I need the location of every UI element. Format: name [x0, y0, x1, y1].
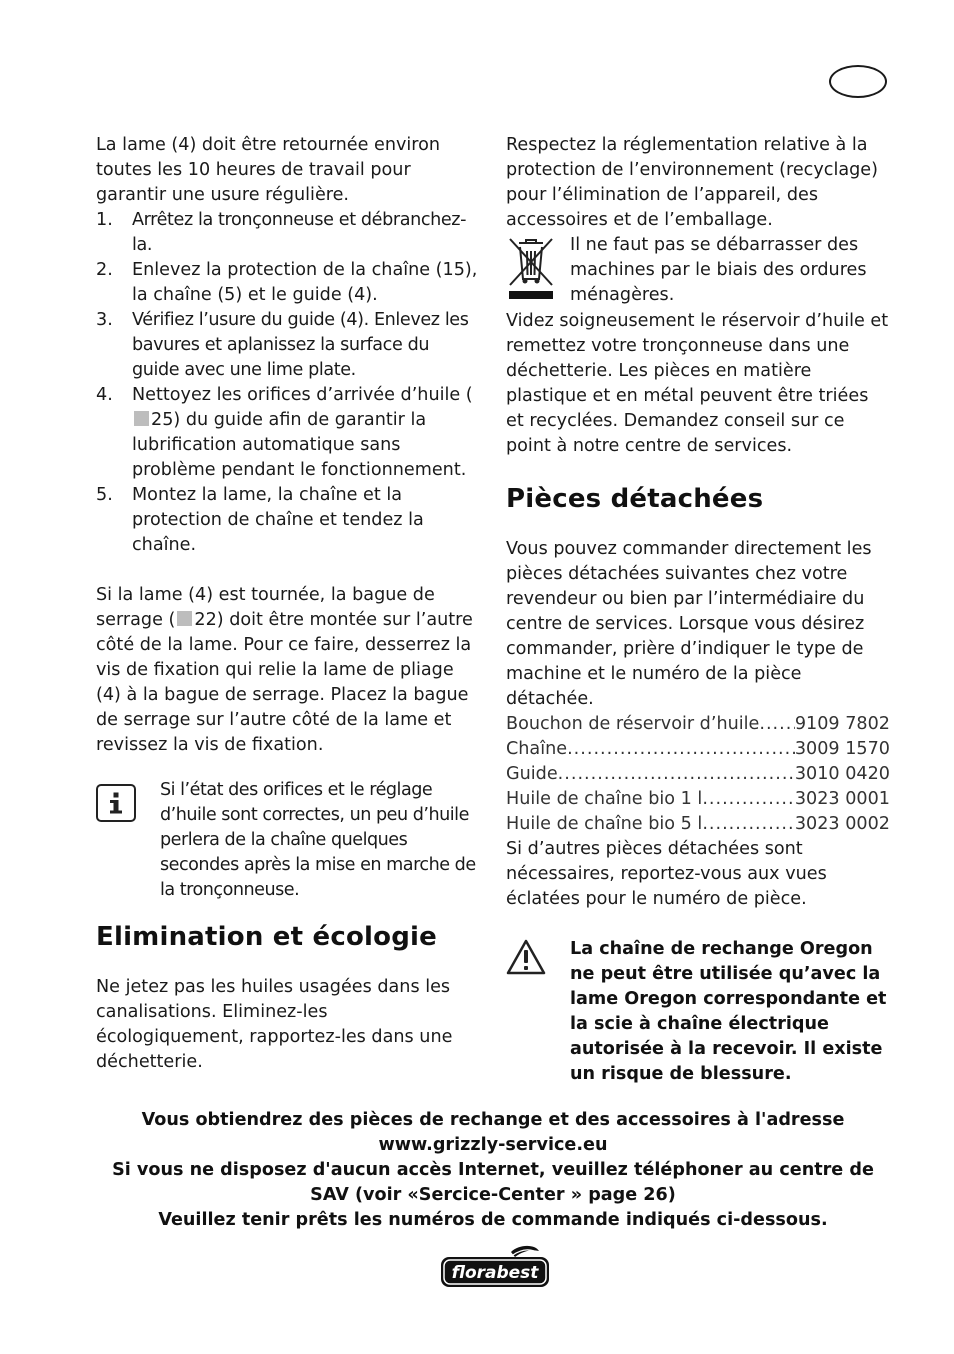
step-text: Arrêtez la tronçonneuse et débranchez-la. — [132, 210, 467, 255]
warning-text: La chaîne de rechange Oregon ne peut être utilisée qu’avec la lame Oregon correspondante et la scie à chaîne électrique autorisée à la recevoir. Il existe un risque de blessure. — [570, 939, 887, 1084]
step-number: 5. — [96, 485, 113, 505]
paragraph-part: Si la lame (4) est tournée, la bague de serrage ( — [96, 585, 435, 630]
step-text — [132, 383, 480, 483]
info-note-text: Si l’état des orifices et le réglage d’huile sont correctes, un peu d’huile perlera de la chaîne quelques secondes après la mise en marche de la tronçonneuse. — [160, 780, 476, 900]
logo-text: florabest — [451, 1263, 539, 1283]
part-name: Huile de chaîne bio 5 l — [506, 814, 703, 834]
part-number: 9109 7802 — [794, 714, 890, 734]
left-column — [96, 133, 480, 1075]
list-item — [96, 208, 480, 258]
right-column — [506, 133, 890, 1087]
list-item — [506, 737, 890, 762]
crossed-bin-icon — [506, 233, 570, 309]
list-item — [96, 383, 480, 483]
part-number: 3009 1570 — [794, 739, 890, 759]
list-item — [506, 787, 890, 812]
step-number: 2. — [96, 260, 113, 280]
figure-reference-icon — [177, 611, 192, 626]
parts-intro: Vous pouvez commander directement les pièces détachées suivantes chez votre revendeur ou bien par l’intermédiaire du centre de services. Lorsque vous désirez commander, prière d’indiquer le type de machine et le numéro de la pièce détachée. — [506, 539, 872, 709]
part-name: Huile de chaîne bio 1 l — [506, 789, 703, 809]
list-item — [96, 483, 480, 558]
turning-steps — [96, 208, 480, 558]
warning-note — [506, 937, 890, 1087]
step-number: 1. — [96, 210, 113, 230]
step-text: Enlevez la protection de la chaîne (15), la chaîne (5) et le guide (4). — [132, 260, 478, 305]
florabest-logo — [439, 1245, 551, 1289]
parts-other-text: Si d’autres pièces détachées sont nécessaires, reportez-vous aux vues éclatées pour le numéro de pièce. — [506, 839, 827, 909]
part-number: 3023 0002 — [794, 814, 890, 834]
service-footer — [96, 1108, 890, 1233]
part-name: Guide — [506, 764, 558, 784]
part-number: 3023 0001 — [794, 789, 890, 809]
part-name: Bouchon de réservoir d’huile — [506, 714, 760, 734]
step-text-part: Nettoyez les orifices d’arrivée d’huile ( — [132, 385, 473, 405]
parts-list — [506, 712, 890, 837]
regulation-text: Respectez la réglementation relative à la protection de l’environnement (recyclage) pour l’élimination de l’appareil, des accessoires et de l’emballage. — [506, 135, 878, 230]
turned-blade-paragraph — [96, 583, 480, 758]
elimination-text: Ne jetez pas les huiles usagées dans les canalisations. Eliminez-les écologiquement, rapportez-les dans une déchetterie. — [96, 977, 453, 1072]
empty-tank-text: Videz soigneusement le réservoir d’huile et remettez votre tronçonneuse dans une déchetterie. Les pièces en matière plastique et en métal peuvent être triées et recyclées. Demandez conseil sur ce point à notre centre de services. — [506, 311, 889, 456]
weee-note-text: Il ne faut pas se débarrasser des machines par le biais des ordures ménagères. — [570, 235, 867, 305]
list-item — [506, 762, 890, 787]
paragraph-part: 22) doit être montée sur l’autre côté de la lame. Pour ce faire, desserrez la vis de fixation qui relie la lame de pliage (4) à la bague de serrage. Placez la bague de serrage sur l’autre côté de la lame et revissez la vis de fixation. — [96, 610, 473, 755]
step-text-part: 25) du guide afin de garantir la lubrification automatique sans problème pendant le fonctionnement. — [132, 410, 467, 480]
elimination-heading: Elimination et écologie — [96, 922, 437, 952]
turning-intro: La lame (4) doit être retournée environ toutes les 10 heures de travail pour garantir une usure régulière. — [96, 135, 441, 205]
step-text: Vérifiez l’usure du guide (4). Enlevez les bavures et aplanissez la surface du guide avec une lime plate. — [132, 310, 469, 380]
step-number: 3. — [96, 310, 113, 330]
weee-note — [506, 233, 890, 309]
part-number: 3010 0420 — [794, 764, 890, 784]
service-url: www.grizzly-service.eu — [378, 1135, 608, 1155]
footer-line: Veuillez tenir prêts les numéros de commande indiqués ci-dessous. — [158, 1210, 828, 1230]
list-item — [506, 812, 890, 837]
info-note — [96, 778, 480, 903]
step-text: Montez la lame, la chaîne et la protection de chaîne et tendez la chaîne. — [132, 485, 424, 555]
list-item — [506, 712, 890, 737]
warning-triangle-icon — [506, 937, 570, 1087]
info-icon — [96, 778, 160, 903]
parts-heading: Pièces détachées — [506, 484, 764, 514]
part-name: Chaîne — [506, 739, 568, 759]
list-item — [96, 308, 480, 383]
language-badge — [829, 65, 887, 98]
footer-line: Si vous ne disposez d'aucun accès Internet, veuillez téléphoner au centre de SAV (voir «Sercice-Center » page 26) — [112, 1160, 874, 1205]
step-number: 4. — [96, 385, 113, 405]
footer-line: Vous obtiendrez des pièces de rechange et des accessoires à l'adresse — [141, 1110, 845, 1130]
figure-reference-icon — [134, 411, 149, 426]
list-item — [96, 258, 480, 308]
